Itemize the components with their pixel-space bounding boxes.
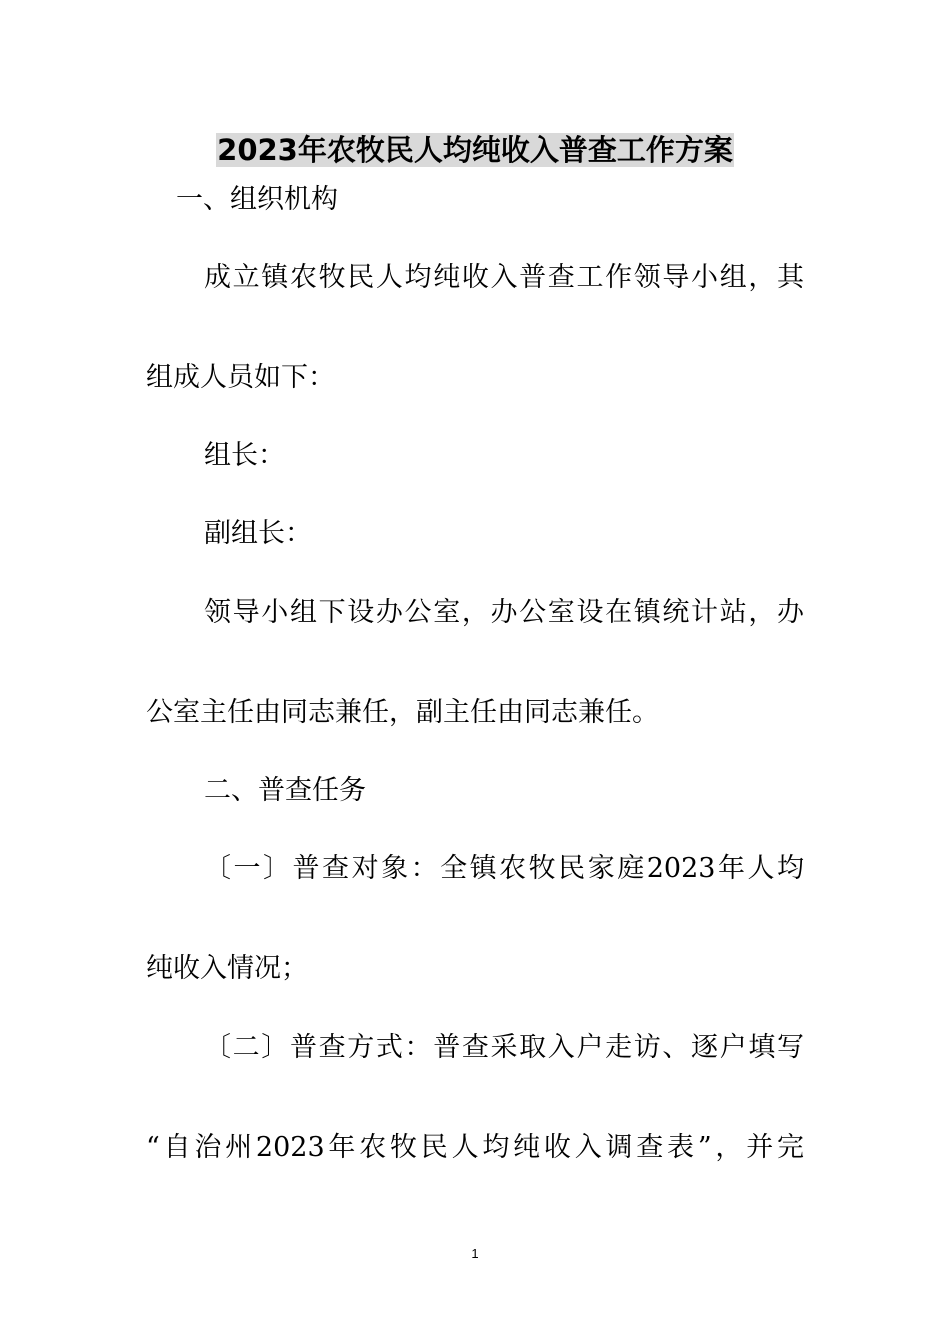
page-number: 1 bbox=[471, 1246, 479, 1261]
paragraph-line: 组成人员如下： bbox=[146, 362, 335, 393]
document-title bbox=[0, 128, 950, 172]
heading-survey-tasks: 二、普查任务 bbox=[204, 775, 366, 806]
paragraph-line: 〔二〕普查方式：普查采取入户走访、逐户填写 bbox=[204, 1032, 804, 1063]
paragraph-deputy-leader: 副组长： bbox=[204, 518, 312, 549]
paragraph-line: 公室主任由同志兼任，副主任由同志兼任。 bbox=[146, 697, 659, 728]
paragraph-line: 领导小组下设办公室，办公室设在镇统计站，办 bbox=[204, 597, 804, 628]
heading-organization: 一、组织机构 bbox=[176, 184, 338, 215]
paragraph-leader: 组长： bbox=[204, 440, 285, 471]
paragraph-line: “自治州2023年农牧民人均纯收入调查表”，并完 bbox=[146, 1132, 804, 1163]
paragraph-line: 纯收入情况； bbox=[146, 953, 308, 984]
document-title-text: 2023年农牧民人均纯收入普查工作方案 bbox=[217, 133, 733, 167]
paragraph-line: 〔一〕普查对象：全镇农牧民家庭2023年人均 bbox=[204, 853, 804, 884]
paragraph-line: 成立镇农牧民人均纯收入普查工作领导小组，其 bbox=[204, 262, 804, 293]
